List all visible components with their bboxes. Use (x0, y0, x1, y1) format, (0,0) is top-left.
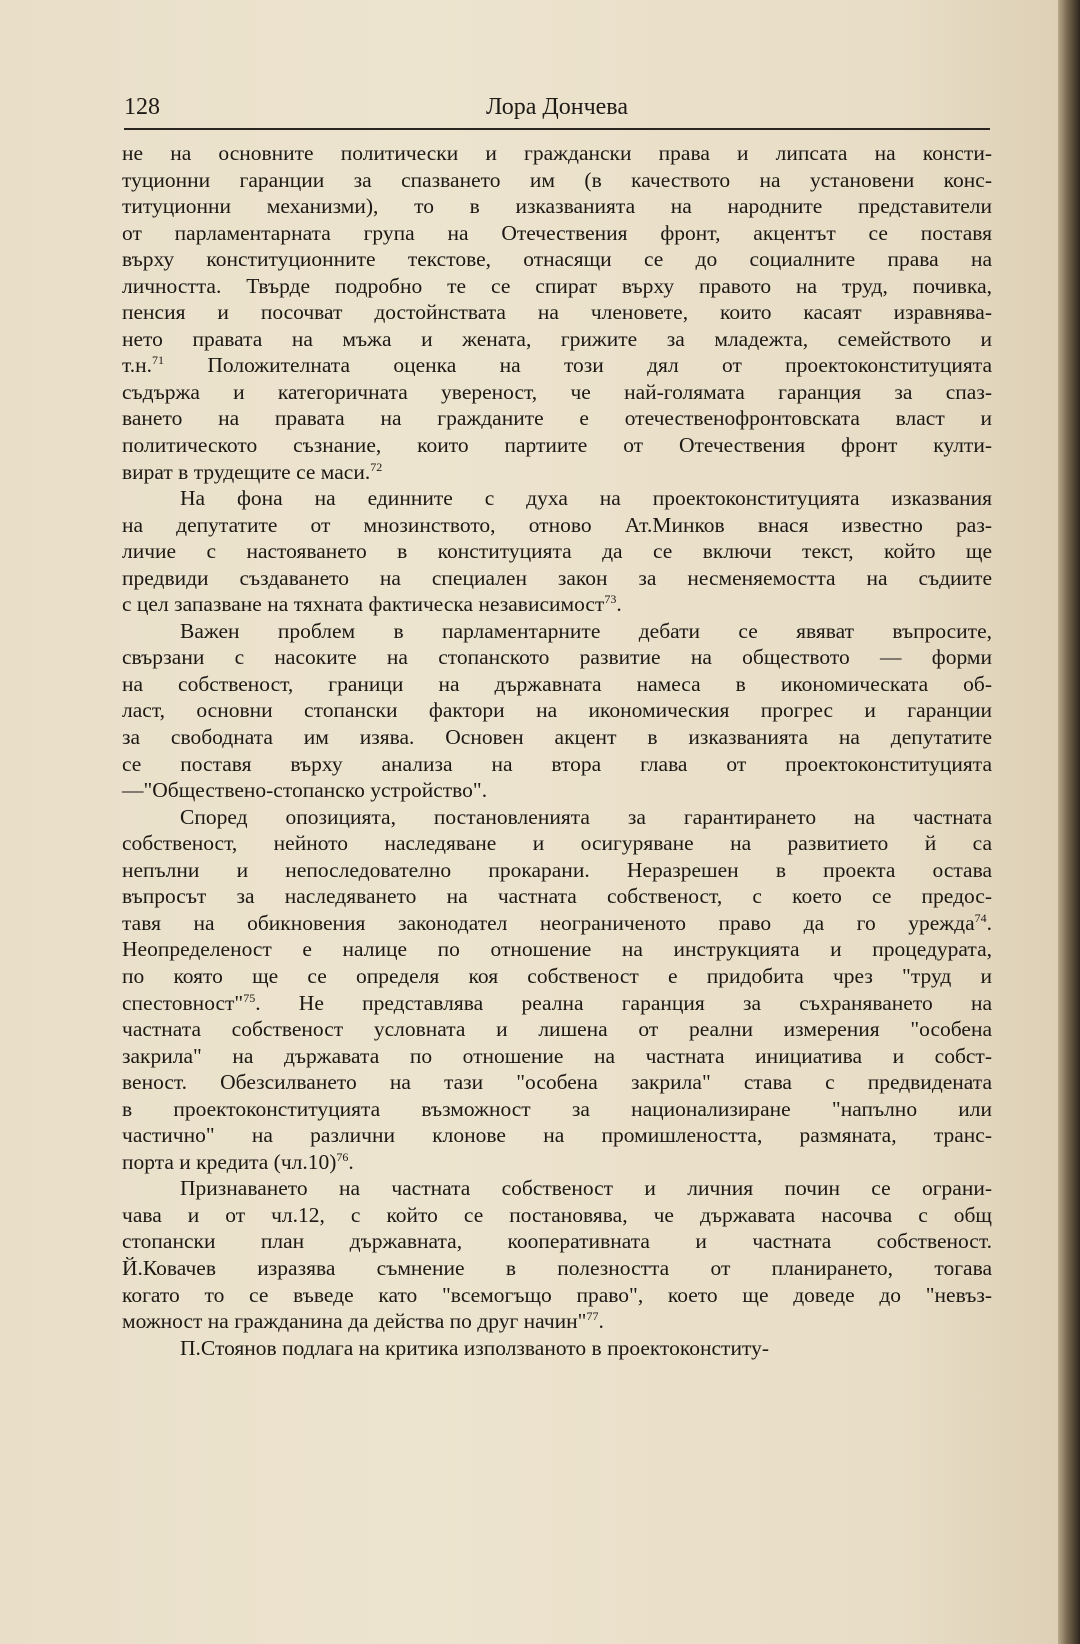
text-line (122, 512, 992, 539)
text-line (122, 167, 992, 194)
line-text: в проектоконституцията възможност за национализиране "напълно или (122, 1096, 992, 1121)
text-line (122, 352, 992, 379)
line-text: веност. Обезсилването на тази "особена закрила" става с предвидената (122, 1070, 992, 1095)
line-text: от парламентарната група на Отечествения фронт, акцентът се поставя (122, 220, 992, 245)
line-text: собственост, нейното наследяване и осигуряване на развитието й са (122, 831, 992, 856)
text-line (122, 1149, 992, 1176)
footnote-ref: 71 (152, 353, 165, 368)
line-text-tail: Положителната оценка на този дял от проектоконституцията (164, 353, 992, 378)
line-text: личие с настояването в конституцията да се включи текст, който ще (122, 539, 992, 564)
line-text: не на основните политически и граждански права и липсата на консти- (122, 141, 992, 165)
line-text: предвиди създаването на специален закон за несменяемостта на съдиите (122, 565, 992, 590)
text-line (122, 804, 992, 831)
text-line (122, 591, 992, 618)
line-text: политическото съзнание, които партиите от Отечествения фронт култи- (122, 433, 992, 458)
text-line (122, 883, 992, 910)
line-text-tail: . (986, 910, 992, 935)
paragraph (122, 140, 992, 485)
text-line (122, 405, 992, 432)
line-text: съдържа и категоричната увереност, че най-голямата гаранция за спаз- (122, 379, 992, 404)
text-line (122, 193, 992, 220)
footnote-ref: 73 (604, 592, 617, 607)
text-line (122, 379, 992, 406)
line-text: ването на правата на гражданите е отечественофронтовската власт и (122, 406, 992, 431)
line-text: ласт, основни стопански фактори на икономическия прогрес и гаранции (122, 698, 992, 723)
paragraph (122, 1335, 992, 1362)
text-line (122, 724, 992, 751)
footnote-ref: 76 (336, 1149, 349, 1164)
text-line (122, 1175, 992, 1202)
line-text: пенсия и посочват достойнствата на членовете, които касаят изравнява- (122, 300, 992, 325)
text-line (122, 1016, 992, 1043)
text-line (122, 618, 992, 645)
text-line (122, 538, 992, 565)
line-text: непълни и непоследователно прокарани. Неразрешен в проекта остава (122, 857, 992, 882)
page-edge-shadow (1058, 0, 1080, 1644)
line-text: върху конституционните текстове, отнасящи се до социалните права на (122, 247, 992, 272)
paragraph (122, 485, 992, 618)
line-text: Й.Ковачев изразява съмнение в полезността от планирането, тогава (122, 1255, 992, 1280)
line-text: вират в трудещите се маси. (122, 459, 371, 484)
line-text: Признаването на частната собственост и личния почин се ограни- (180, 1176, 992, 1201)
footnote-ref: 77 (586, 1309, 599, 1324)
line-text: титуционни механизми), то в изказванията на народните представители (122, 194, 992, 219)
page-header (124, 94, 990, 130)
text-line (122, 697, 992, 724)
line-text: с цел запазване на тяхната фактическа независимост (122, 592, 605, 617)
text-line (122, 936, 992, 963)
text-line (122, 220, 992, 247)
text-line (122, 432, 992, 459)
paragraph (122, 618, 992, 804)
text-line (122, 459, 992, 486)
line-text: на собственост, граници на държавната намеса в икономическата об- (122, 671, 992, 696)
text-line (122, 1335, 992, 1362)
line-text: въпросът за наследяването на частната собственост, с което се предос- (122, 884, 992, 909)
text-line (122, 963, 992, 990)
text-line (122, 326, 992, 353)
footnote-ref: 75 (243, 990, 256, 1005)
text-line (122, 777, 992, 804)
line-text-tail: . (598, 1309, 604, 1334)
line-text-tail: . (348, 1149, 354, 1174)
footnote-ref: 74 (974, 910, 987, 925)
line-text: —"Обществено-стопанско устройство". (122, 778, 488, 803)
paragraph (122, 1175, 992, 1334)
footnote-ref: 72 (370, 459, 383, 474)
text-line (122, 1202, 992, 1229)
running-head: Лора Дончева (486, 94, 628, 120)
line-text: когато то се въведе като "всемогъщо право", което ще доведе до "невъз- (122, 1282, 992, 1307)
line-text: Неопределеност е налице по отношение на инструкцията и процедурата, (122, 937, 992, 962)
line-text: се поставя върху анализа на втора глава от проектоконституцията (122, 751, 992, 776)
line-text: туционни гаранции за спазването им (в качеството на установени конс- (122, 167, 992, 192)
line-text: за свободната им изява. Основен акцент в изказванията на депутатите (122, 725, 992, 750)
line-text: Важен проблем в парламентарните дебати се явяват въпросите, (180, 618, 992, 643)
text-line (122, 644, 992, 671)
line-text: частната собственост условната и лишена от реални измерения "особена (122, 1017, 992, 1042)
line-text: нето правата на мъжа и жената, грижите за младежта, семейството и (122, 326, 992, 351)
text-line (122, 990, 992, 1017)
text-line (122, 1282, 992, 1309)
line-text: чава и от чл.12, с който се постановява, че държавата насочва с общ (122, 1202, 992, 1227)
line-text-tail: . (616, 592, 622, 617)
text-line (122, 1308, 992, 1335)
line-text: можност на гражданина да действа по друг начин" (122, 1309, 587, 1334)
text-line (122, 1228, 992, 1255)
paragraph (122, 804, 992, 1176)
text-line (122, 751, 992, 778)
line-text: тавя на обикновения законодател неограниченото право да го урежда (122, 910, 975, 935)
line-text: порта и кредита (чл.10) (122, 1149, 337, 1174)
line-text: На фона на единните с духа на проектоконституцията изказвания (180, 486, 992, 511)
line-text: частично" на различни клонове на промишлеността, размяната, транс- (122, 1123, 992, 1148)
line-text: по която ще се определя коя собственост е придобита чрез "труд и (122, 963, 992, 988)
text-line (122, 671, 992, 698)
text-line (122, 910, 992, 937)
line-text: спестовност" (122, 990, 244, 1015)
text-line (122, 273, 992, 300)
line-text-tail: . Не представлява реална гаранция за съхраняването на (255, 990, 992, 1015)
line-text: на депутатите от мнозинството, отново Ат.Минков внася известно раз- (122, 512, 992, 537)
line-text: т.н. (122, 353, 153, 378)
text-line (122, 140, 992, 167)
line-text: личността. Твърде подробно те се спират върху правото на труд, почивка, (122, 273, 992, 298)
text-line (122, 485, 992, 512)
text-line (122, 857, 992, 884)
text-line (122, 1069, 992, 1096)
text-line (122, 246, 992, 273)
line-text: П.Стоянов подлага на критика използваното в проектоконститу- (180, 1335, 769, 1360)
text-line (122, 830, 992, 857)
line-text: Според опозицията, постановленията за гарантирането на частната (180, 804, 992, 829)
text-line (122, 299, 992, 326)
text-line (122, 1096, 992, 1123)
line-text: стопански план държавната, кооперативната и частната собственост. (122, 1229, 992, 1254)
text-line (122, 1255, 992, 1282)
body-text (122, 140, 992, 1361)
line-text: свързани с насоките на стопанското развитие на обществото — форми (122, 645, 992, 670)
text-line (122, 565, 992, 592)
page-number: 128 (124, 94, 160, 120)
text-line (122, 1043, 992, 1070)
line-text: закрила" на държавата по отношение на частната инициатива и собст- (122, 1043, 992, 1068)
text-line (122, 1122, 992, 1149)
